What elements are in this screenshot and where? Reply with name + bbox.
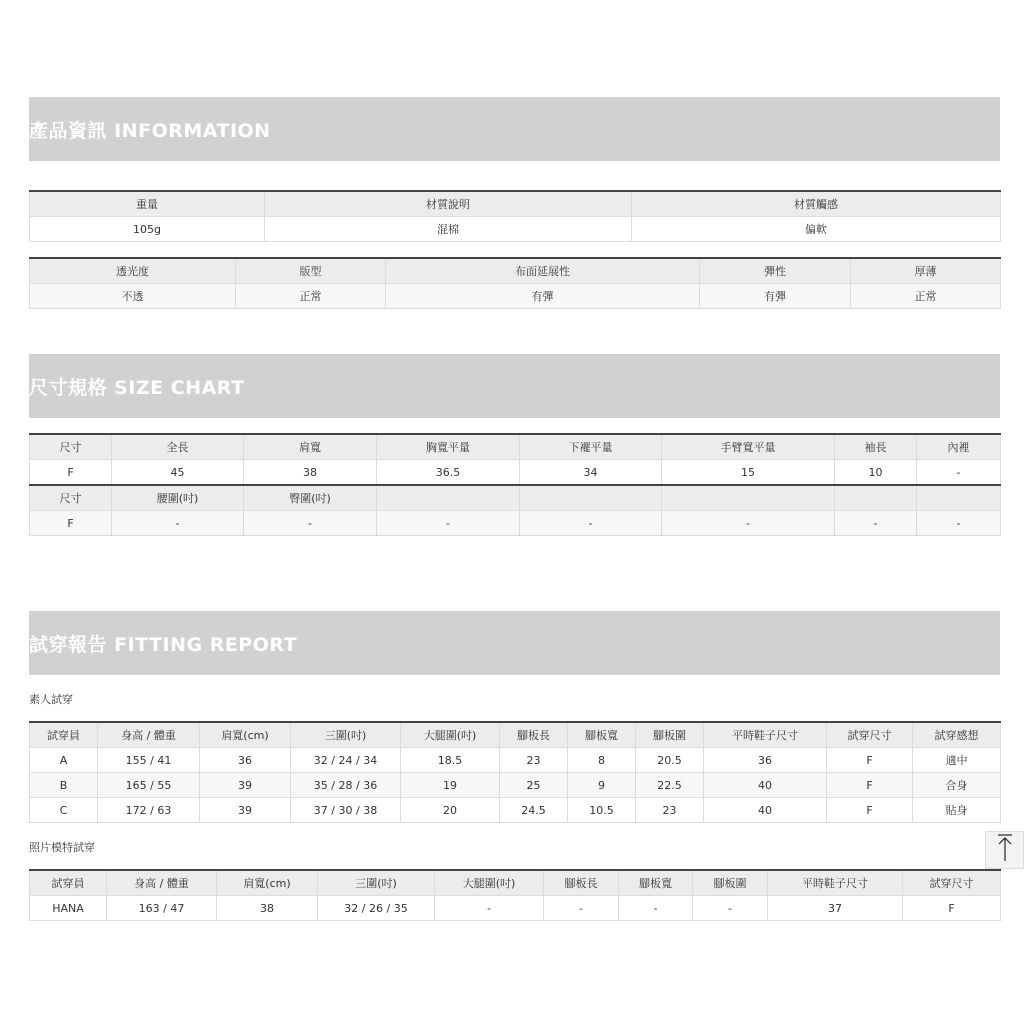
table-cell: - — [377, 511, 520, 536]
table-cell: A — [30, 748, 98, 773]
arrow-up-icon — [995, 833, 1015, 867]
size-chart-title: 尺寸規格 SIZE CHART — [29, 376, 245, 399]
header-cell: 全長 — [112, 434, 244, 460]
table-cell: 23 — [636, 798, 704, 823]
header-cell: 腳板圍 — [636, 722, 704, 748]
header-cell: 試穿員 — [30, 722, 98, 748]
table-row — [30, 511, 1001, 536]
table-header-row — [30, 434, 1001, 460]
fitting-report-header — [29, 611, 1000, 675]
header-cell: 彈性 — [700, 258, 851, 284]
table-cell: 36 — [200, 748, 291, 773]
table-cell: 23 — [500, 748, 568, 773]
table-header-row — [30, 191, 1001, 217]
header-cell: 腳板長 — [544, 870, 619, 896]
amateur-fitting-table — [29, 721, 1001, 823]
table-cell: - — [112, 511, 244, 536]
information-table-1 — [29, 190, 1001, 242]
table-cell: - — [544, 896, 619, 921]
table-cell: 37 — [768, 896, 903, 921]
table-row — [30, 896, 1001, 921]
table-cell: 40 — [704, 773, 827, 798]
table-cell: 偏軟 — [632, 217, 1001, 242]
table-cell: 20.5 — [636, 748, 704, 773]
header-cell: 肩寬(cm) — [217, 870, 318, 896]
header-cell: 厚薄 — [851, 258, 1001, 284]
header-cell: 肩寬 — [244, 434, 377, 460]
table-row — [30, 748, 1001, 773]
header-cell: 腳板圍 — [693, 870, 768, 896]
table-cell: F — [903, 896, 1001, 921]
table-cell: 37 / 30 / 38 — [291, 798, 401, 823]
header-cell: 材質觸感 — [632, 191, 1001, 217]
information-header — [29, 97, 1000, 161]
table-cell: 39 — [200, 773, 291, 798]
table-cell: 正常 — [236, 284, 386, 309]
header-cell: 透光度 — [30, 258, 236, 284]
table-cell: 39 — [200, 798, 291, 823]
table-cell: F — [827, 798, 913, 823]
header-cell: 試穿尺寸 — [903, 870, 1001, 896]
header-cell: 腳板寬 — [568, 722, 636, 748]
table-cell: F — [827, 773, 913, 798]
table-cell: 45 — [112, 460, 244, 486]
information-table-2 — [29, 257, 1001, 309]
table-cell: 貼身 — [913, 798, 1001, 823]
table-cell: 有彈 — [386, 284, 700, 309]
header-cell: 腳板寬 — [619, 870, 693, 896]
table-cell: - — [662, 511, 835, 536]
table-cell: 172 / 63 — [98, 798, 200, 823]
table-cell: 165 / 55 — [98, 773, 200, 798]
header-cell: 三圍(吋) — [318, 870, 435, 896]
table-cell: 9 — [568, 773, 636, 798]
table-cell: F — [827, 748, 913, 773]
table-cell: 不透 — [30, 284, 236, 309]
table-header-row — [30, 722, 1001, 748]
header-cell — [377, 485, 520, 511]
table-header-row — [30, 870, 1001, 896]
model-fitting-label: 照片模特試穿 — [29, 841, 95, 854]
table-cell: 8 — [568, 748, 636, 773]
table-cell: - — [835, 511, 917, 536]
header-cell: 胸寬平量 — [377, 434, 520, 460]
table-cell: 適中 — [913, 748, 1001, 773]
table-cell: 36.5 — [377, 460, 520, 486]
table-cell: - — [917, 511, 1001, 536]
header-cell: 版型 — [236, 258, 386, 284]
table-cell: 35 / 28 / 36 — [291, 773, 401, 798]
header-cell: 重量 — [30, 191, 265, 217]
table-cell: 18.5 — [401, 748, 500, 773]
header-cell — [917, 485, 1001, 511]
header-cell: 材質說明 — [265, 191, 632, 217]
table-row — [30, 460, 1001, 486]
table-cell: HANA — [30, 896, 107, 921]
header-cell — [662, 485, 835, 511]
table-cell: F — [30, 511, 112, 536]
table-cell: - — [693, 896, 768, 921]
amateur-fitting-label: 素人試穿 — [29, 693, 73, 706]
information-title: 產品資訊 INFORMATION — [29, 119, 271, 142]
header-cell: 試穿感想 — [913, 722, 1001, 748]
table-cell: F — [30, 460, 112, 486]
table-cell: 24.5 — [500, 798, 568, 823]
table-cell: C — [30, 798, 98, 823]
header-cell: 試穿員 — [30, 870, 107, 896]
table-cell: 正常 — [851, 284, 1001, 309]
table-cell: 20 — [401, 798, 500, 823]
header-cell: 下襬平量 — [520, 434, 662, 460]
back-to-top-button[interactable] — [985, 831, 1024, 869]
header-cell: 臀圍(吋) — [244, 485, 377, 511]
table-cell: - — [619, 896, 693, 921]
table-cell: 合身 — [913, 773, 1001, 798]
table-cell: 38 — [217, 896, 318, 921]
header-cell: 內裡 — [917, 434, 1001, 460]
header-cell: 平時鞋子尺寸 — [768, 870, 903, 896]
size-chart-header — [29, 354, 1000, 418]
table-cell: 155 / 41 — [98, 748, 200, 773]
table-cell: 105g — [30, 217, 265, 242]
header-cell: 大腿圍(吋) — [401, 722, 500, 748]
table-cell: 163 / 47 — [107, 896, 217, 921]
table-row — [30, 217, 1001, 242]
header-cell: 身高 / 體重 — [98, 722, 200, 748]
header-cell: 尺寸 — [30, 485, 112, 511]
table-cell: - — [520, 511, 662, 536]
header-cell: 大腿圍(吋) — [435, 870, 544, 896]
fitting-report-title: 試穿報告 FITTING REPORT — [29, 633, 298, 656]
table-cell: 38 — [244, 460, 377, 486]
table-cell: 混棉 — [265, 217, 632, 242]
table-cell: 25 — [500, 773, 568, 798]
table-row — [30, 798, 1001, 823]
header-cell: 袖長 — [835, 434, 917, 460]
header-cell: 布面延展性 — [386, 258, 700, 284]
table-cell: 32 / 24 / 34 — [291, 748, 401, 773]
header-cell — [835, 485, 917, 511]
table-cell: 22.5 — [636, 773, 704, 798]
table-cell: 34 — [520, 460, 662, 486]
table-cell: 10.5 — [568, 798, 636, 823]
table-cell: 19 — [401, 773, 500, 798]
header-cell: 手臂寬平量 — [662, 434, 835, 460]
table-row — [30, 773, 1001, 798]
size-chart-table — [29, 433, 1001, 536]
table-header-row — [30, 485, 1001, 511]
header-cell: 三圍(吋) — [291, 722, 401, 748]
header-cell: 腰圍(吋) — [112, 485, 244, 511]
table-cell: 有彈 — [700, 284, 851, 309]
header-cell: 腳板長 — [500, 722, 568, 748]
table-cell: - — [917, 460, 1001, 486]
table-cell: 40 — [704, 798, 827, 823]
table-cell: 15 — [662, 460, 835, 486]
table-cell: 10 — [835, 460, 917, 486]
table-row — [30, 284, 1001, 309]
table-cell: 36 — [704, 748, 827, 773]
table-cell: 32 / 26 / 35 — [318, 896, 435, 921]
header-cell — [520, 485, 662, 511]
header-cell: 平時鞋子尺寸 — [704, 722, 827, 748]
header-cell: 身高 / 體重 — [107, 870, 217, 896]
table-cell: - — [244, 511, 377, 536]
header-cell: 尺寸 — [30, 434, 112, 460]
table-cell: - — [435, 896, 544, 921]
table-header-row — [30, 258, 1001, 284]
table-cell: B — [30, 773, 98, 798]
header-cell: 試穿尺寸 — [827, 722, 913, 748]
header-cell: 肩寬(cm) — [200, 722, 291, 748]
model-fitting-table — [29, 869, 1001, 921]
